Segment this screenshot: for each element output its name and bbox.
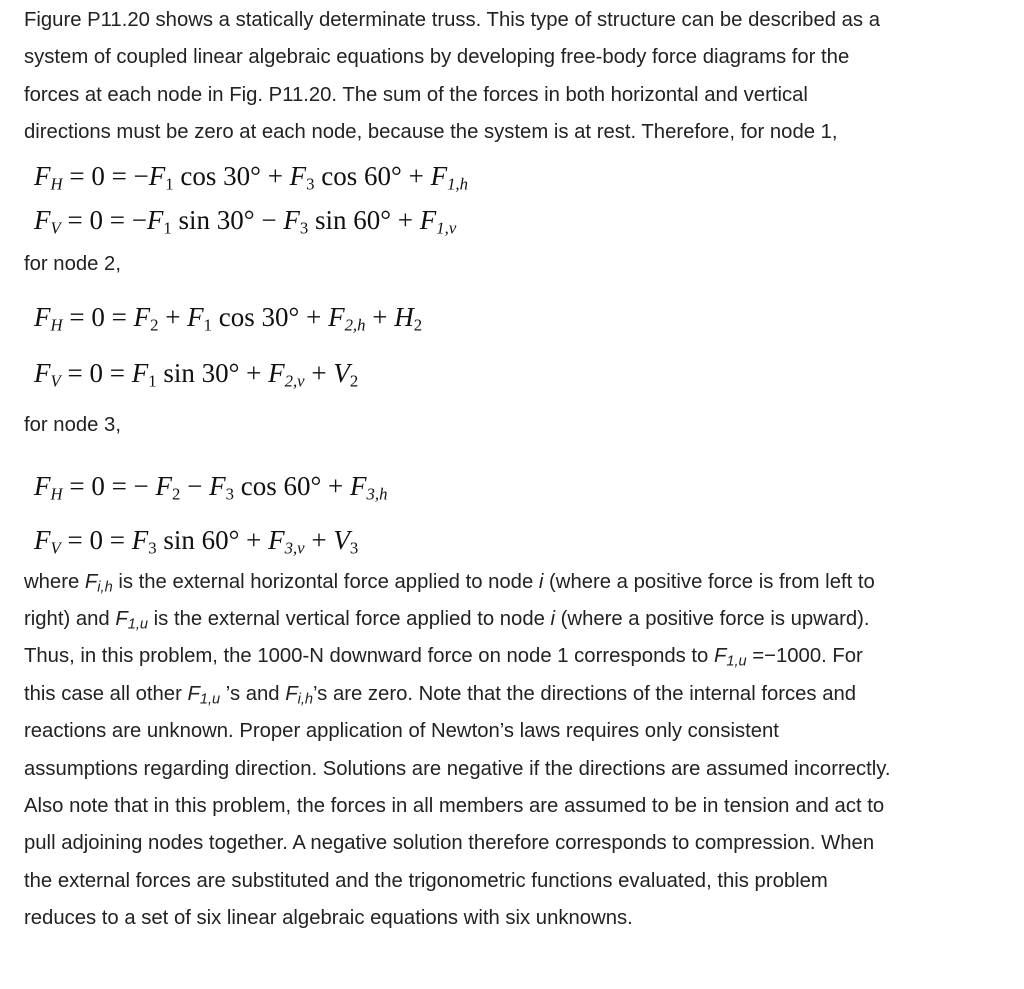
closing-line: reactions are unknown. Proper application of Newton’s laws requires only consistent — [24, 720, 779, 743]
closing-line: the external forces are substituted and the trigonometric functions evaluated, this problem — [24, 869, 828, 892]
closing-line: assumptions regarding direction. Solutions are negative if the directions are assumed incorrectly. — [24, 757, 891, 780]
equation-node2-vertical: $F_V = 0 = F_1$ $\sin 30^\circ + F_{2,v} + V_2$ — [34, 357, 359, 391]
closing-line: this case all other $F_{1,u}$ ’s and $F_{i,h}’s$ are zero. Note that the directions of the internal forces and — [24, 682, 857, 708]
intro-line: system of coupled linear algebraic equations by developing free-body force diagrams for the — [24, 46, 850, 69]
closing-paragraph — [24, 564, 1014, 938]
node2-label: for node 2, — [24, 252, 121, 275]
intro-line: forces at each node in Fig. P11.20. The sum of the forces in both horizontal and vertical — [24, 83, 808, 106]
closing-line: right) and $F_{1,u}$ is the external vertical force applied to node i (where a positive force is upward). — [24, 608, 870, 633]
closing-line: Also note that in this problem, the forces in all members are assumed to be in tension and act to — [24, 795, 885, 818]
problem-text — [24, 2, 1014, 938]
closing-line: where $F_{i,h}$ is the external horizontal force applied to node i (where a positive force is from left to — [24, 570, 875, 596]
intro-line: Figure P11.20 shows a statically determinate truss. This type of structure can be described as a — [24, 9, 880, 31]
intro-line: directions must be zero at each node, because the system is at rest. Therefore, for node 1, — [24, 121, 838, 144]
closing-line: Thus, in this problem, the 1000-N downward force on node 1 corresponds to $F_{1,u} =-1000$. For — [24, 645, 863, 671]
intro-paragraph — [24, 2, 1014, 152]
node3-label: for node 3, — [24, 413, 121, 436]
equation-node1-horizontal: $F_H = 0 = -F_1$ $\cos 30^\circ + F_3$ $\cos 60^\circ + F_{1,h}$ — [34, 160, 468, 194]
closing-line: reduces to a set of six linear algebraic equations with six unknowns. — [24, 907, 633, 930]
equation-node3-horizontal: $F_H = 0$ = − $F_2 - F_3$ $\cos 60^\circ + F_{3,h}$ — [34, 470, 388, 504]
equation-node1-vertical: $F_V = 0 = -F_1$ $\sin 30^\circ - F_3$ $\sin 60^\circ + F_{1,v}$ — [34, 204, 457, 238]
equation-node3-vertical: $F_V = 0 = F_3$ $\sin 60^\circ + F_{3,v} + V_3$ — [34, 524, 359, 558]
closing-line: pull adjoining nodes together. A negative solution therefore corresponds to compression. When — [24, 832, 875, 855]
equation-node2-horizontal: $F_H = 0 = F_2 + F_1$ $\cos 30^\circ + F_{2,h} + H_2$ — [34, 301, 423, 335]
